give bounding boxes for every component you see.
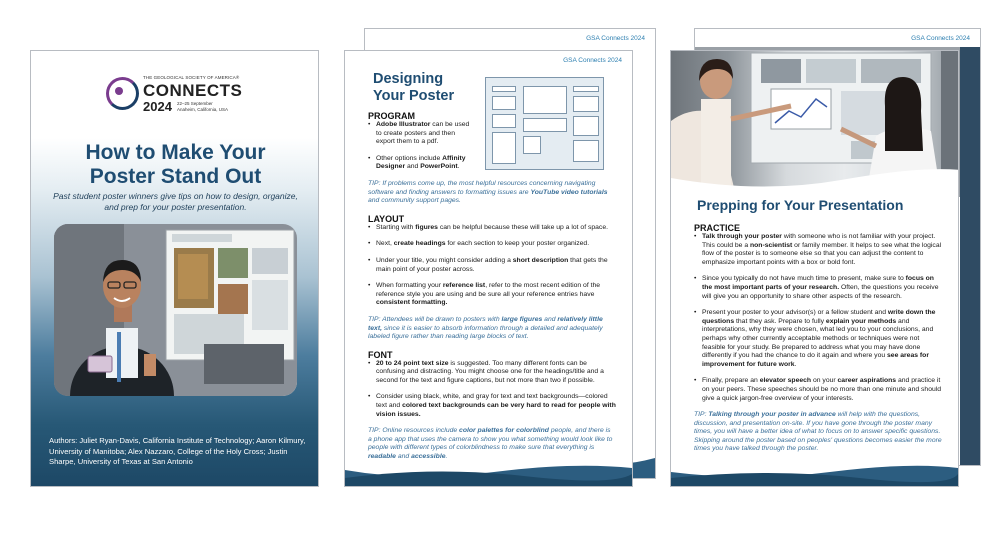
design-body xyxy=(368,110,616,470)
design-title-line-2: Your Poster xyxy=(373,88,455,104)
tip-text: TIP: xyxy=(694,411,709,419)
practice-item-text: Often, the questions you receive will give you an opportunity to share other aspects of the research. xyxy=(702,283,939,300)
layout-item-bold: consistent formatting. xyxy=(376,299,448,307)
practice-item-text: and interpretations, why they were chosen, what led you to your conclusions, and perhaps why other currently acceptable methods or techniques were not feasible for your study. Be prepared to address what you may have done differently if you had the chance to do it again and where you xyxy=(702,317,934,360)
font-item-2 xyxy=(368,393,616,419)
brand-label: GSA Connects 2024 xyxy=(563,57,622,64)
tip-text: will help with the questions, discussion, and presentation on-site. If you have gone through the poster many times, you will have a better idea of what to focus on to answer specific questions. Skipping around the poster based on peoples' questions becomes easier the more times you have talked through the poster. xyxy=(694,411,942,453)
practice-heading: PRACTICE xyxy=(694,223,741,233)
practice-item-text: on your xyxy=(811,377,838,385)
layout-item-1 xyxy=(368,224,616,233)
practice-item-bold: write down the questions xyxy=(702,309,936,325)
practice-item-text: . xyxy=(794,360,797,368)
layout-item-text: Starting with xyxy=(376,223,416,231)
tip-bold: readable xyxy=(368,453,396,461)
design-page xyxy=(344,50,633,487)
practice-item-text: Present your poster to your advisor(s) or a fellow student and xyxy=(702,309,888,317)
layout-item-text: , refer to the most recent edition of the reference style you are using and be sure all your reference entries have xyxy=(376,282,601,298)
tip-text: TIP: Online resources include xyxy=(368,427,460,435)
tip-practice xyxy=(694,411,942,454)
design-title-line-1: Designing xyxy=(373,71,444,87)
cover-title-line-1: How to Make Your xyxy=(85,141,266,164)
tip-bold: relatively little text, xyxy=(368,315,603,332)
font-list xyxy=(368,360,616,420)
practice-item-1 xyxy=(694,233,942,267)
practice-item-text: and practice it on your peers. These speeches should be no more than one minute and should give a quick jargon-free overview of your interests. xyxy=(702,377,942,402)
layout-item-bold: reference list xyxy=(442,282,486,290)
tip-bold: large figures xyxy=(501,315,543,323)
font-heading: FONT xyxy=(368,349,393,360)
student-with-poster-illustration xyxy=(54,224,297,396)
tip-software xyxy=(368,180,616,206)
font-item-text: Consider using black, white, and gray for text and text backgrounds—colored text and xyxy=(376,393,608,410)
layout-list xyxy=(368,224,616,308)
photo-wave-mask xyxy=(671,166,959,196)
program-item-2-bold-1: Affinity Designer xyxy=(376,154,466,171)
practice-item-bold: explain your methods xyxy=(825,317,897,325)
tip-bold: Talking through your poster in advance xyxy=(708,411,836,419)
practice-item-text: or family member. It helps to see what the logical flow of the poster is to someone else so that you can adjust the content to emphasize important points with a box or bold font. xyxy=(702,241,942,266)
font-item-bold: colored text backgrounds can be very hard to read for people with vision issues. xyxy=(376,402,616,418)
gsa-connects-logo xyxy=(106,73,256,121)
wireframe-block xyxy=(492,86,516,92)
practice-item-bold: focus on the most important parts of your research. xyxy=(702,275,934,291)
practice-item-text: that they ask. Prepare to fully xyxy=(734,317,826,325)
layout-item-2 xyxy=(368,240,616,249)
cover-title xyxy=(31,141,319,189)
practice-item-2 xyxy=(694,275,942,301)
tip-figures xyxy=(368,316,616,342)
wireframe-block xyxy=(492,96,516,110)
bottom-wave-decoration xyxy=(671,456,958,486)
tip-text: and xyxy=(542,315,558,323)
layout-item-text: can be helpful because these will take up a lot of space. xyxy=(437,223,609,231)
program-item-2-text: . xyxy=(457,163,460,171)
brand-label: GSA Connects 2024 xyxy=(911,35,970,42)
practice-item-bold: non-scientist xyxy=(749,241,793,249)
logo-dates xyxy=(177,101,228,112)
cover-authors: Authors: Juliet Ryan-Davis, California Institute of Technology; Aaron Kilmury, University of Manitoba; Alex Nazzaro, College of the Holy Cross; Justin Sharpe, University of Texas at San Antonio xyxy=(49,436,306,467)
layout-item-text: Next, xyxy=(376,240,394,248)
design-title xyxy=(373,71,454,105)
cover-subtitle: Past student poster winners give tips on how to design, organize, and prep for your poster presentation. xyxy=(53,191,298,212)
cover-photo xyxy=(54,224,297,396)
practice-item-text: Since you typically do not have much time to present, make sure to xyxy=(702,275,906,283)
prep-page xyxy=(670,50,959,487)
tip-bold: color palettes for colorblind xyxy=(459,427,549,435)
prep-title: Prepping for Your Presentation xyxy=(697,197,904,213)
brand-label: GSA Connects 2024 xyxy=(586,35,645,42)
cover-title-line-2: Poster Stand Out xyxy=(89,165,262,188)
tip-bold: YouTube video tutorials xyxy=(530,188,608,196)
tip-text: and xyxy=(395,453,412,461)
connects-dot-icon xyxy=(115,87,123,95)
tip-text: people, and there is a phone app that uses the camera to show you what something would look like to people with different types of colorblindness to make sure that everything is xyxy=(368,427,613,452)
program-item-2 xyxy=(368,155,473,172)
layout-item-text: that gets the main point of your poster across. xyxy=(376,256,608,273)
font-item-text: is suggested. Too many different fonts can be confusing and distracting. You might choose one for the headings/title and a second for the text and figure captions, but not more than two if possible. xyxy=(376,359,604,384)
program-item-2-text: and xyxy=(405,163,421,171)
prep-body xyxy=(694,222,942,462)
practice-item-text: Finally, prepare an xyxy=(702,377,760,385)
practice-item-bold: Talk through your poster xyxy=(702,233,782,240)
layout-item-text: Under your title, you might consider adding a xyxy=(376,256,513,264)
logo-society: THE GEOLOGICAL SOCIETY OF AMERICA® xyxy=(143,75,240,80)
tip-text: TIP: If problems come up, the most helpful resources concerning navigating software and finding answers to formatting issues are xyxy=(368,179,596,196)
font-item-1 xyxy=(368,360,616,386)
tip-text: . xyxy=(445,453,448,461)
bottom-wave-decoration xyxy=(345,456,632,486)
tip-bold: accessible xyxy=(411,453,446,461)
logo-location: Anaheim, California, USA xyxy=(177,106,229,112)
program-item-1-bold: Adobe Illustrator xyxy=(376,121,431,128)
program-heading: PROGRAM xyxy=(368,111,415,121)
program-item-2-text: Other options include xyxy=(376,154,443,162)
program-item-1-text: can be used to create posters and then export them to a pdf. xyxy=(376,121,470,146)
layout-heading: LAYOUT xyxy=(368,213,405,224)
tip-text: and community support pages. xyxy=(368,197,461,205)
wireframe-block xyxy=(573,86,599,92)
connects-ring-icon xyxy=(106,77,139,110)
prep-photo xyxy=(671,51,959,196)
practice-list xyxy=(694,233,942,403)
layout-item-3 xyxy=(368,257,616,274)
logo-event: CONNECTS xyxy=(143,81,243,100)
layout-item-4 xyxy=(368,282,616,308)
logo-year: 2024 xyxy=(143,99,172,114)
program-list xyxy=(368,121,616,172)
practice-item-bold: see areas for improvement for future work xyxy=(702,352,929,368)
practice-item-3 xyxy=(694,309,942,369)
practice-item-4 xyxy=(694,377,942,403)
layout-item-bold: figures xyxy=(415,223,438,231)
practice-item-bold: career aspirations xyxy=(837,377,897,385)
layout-item-bold: create headings xyxy=(393,240,446,248)
tip-text: TIP: Attendees will be drawn to posters with xyxy=(368,315,502,323)
program-item-1 xyxy=(368,121,473,147)
layout-item-text: When formatting your xyxy=(376,282,443,290)
cover-page xyxy=(30,50,319,487)
program-item-2-bold-2: PowerPoint xyxy=(420,163,458,171)
tip-text: since it is easier to absorb information through a detailed and adequately labeled figure rather than reading large blocks of text. xyxy=(368,324,603,341)
practice-item-text: with someone who is not familiar with your project. This could be a xyxy=(702,233,936,249)
layout-item-bold: short description xyxy=(512,256,569,264)
practice-item-bold: elevator speech xyxy=(759,377,812,385)
layout-item-text: for each section to keep your poster organized. xyxy=(445,240,590,248)
font-item-bold: 20 to 24 point text size xyxy=(376,359,449,367)
logo-dates-text: 22–25 September xyxy=(177,101,213,106)
